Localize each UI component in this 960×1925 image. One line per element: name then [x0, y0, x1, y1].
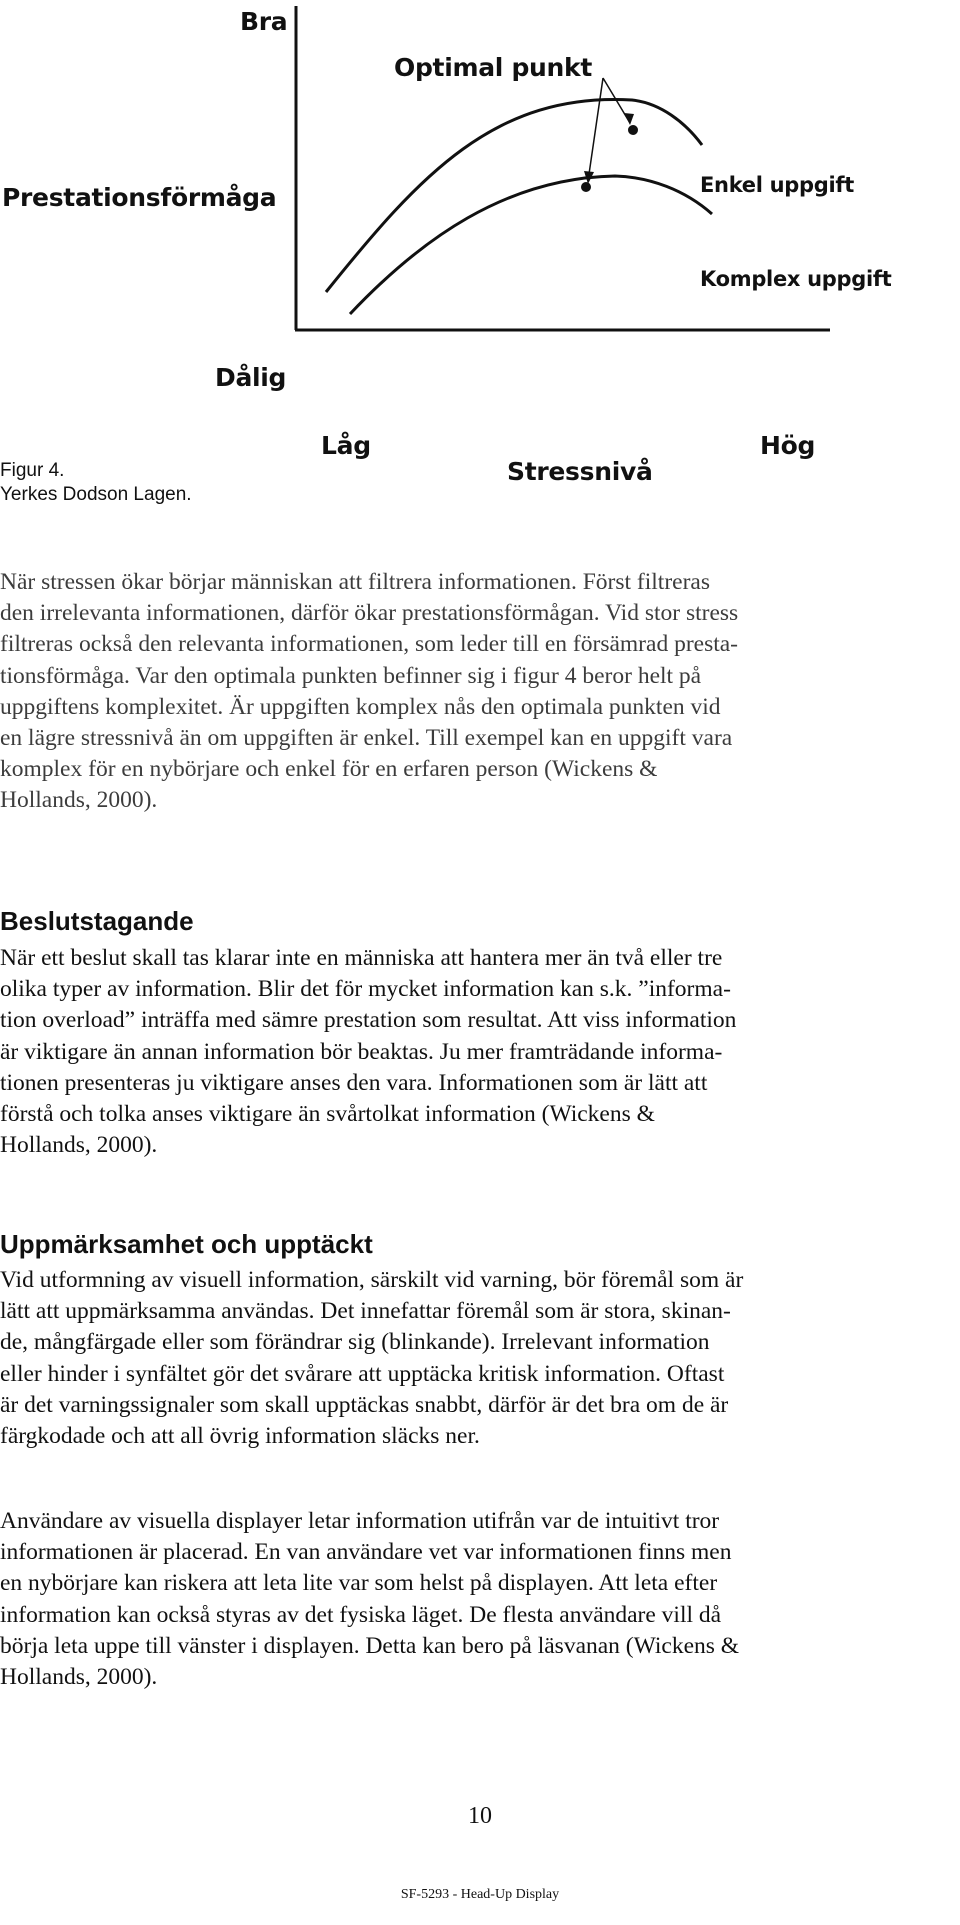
complex-task-curve [350, 176, 712, 314]
x-axis-title: Stressnivå [507, 457, 653, 486]
text-line: uppgiftens komplexitet. Är uppgiften komplex nås den optimala punkten vid [0, 693, 721, 720]
text-line: Vid utformning av visuell information, särskilt vid varning, bör föremål som är [0, 1267, 744, 1293]
text-line: Hollands, 2000). [0, 1664, 158, 1691]
page-number: 10 [468, 1803, 492, 1829]
text-line: färgkodade och att all övrig information släcks ner. [0, 1423, 480, 1450]
text-line: komplex för en nybörjare och enkel för en erfaren person (Wickens & [0, 756, 658, 783]
arrow-head-simple [624, 113, 634, 125]
text-line: de, mångfärgade eller som förändrar sig (blinkande). Irrelevant information [0, 1329, 710, 1356]
text-line: är viktigare än annan information bör beaktas. Ju mer framträdande informa- [0, 1038, 723, 1065]
text-line: en lägre stressnivå än om uppgiften är enkel. Till exempel kan en uppgift vara [0, 725, 733, 752]
section-attention [0, 1228, 954, 1260]
x-axis-left-label: Låg [321, 431, 371, 460]
text-line: tion overload” inträffa med sämre prestation som resultat. Att viss information [0, 1007, 737, 1034]
text-line: tionen presenteras ju viktigare anses den vara. Informationen som är lätt att [0, 1069, 708, 1096]
document-footer: SF-5293 - Head-Up Display [400, 1887, 560, 1902]
text-line: olika typer av information. Blir det för mycket information kan s.k. ”informa- [0, 976, 731, 1003]
paragraph-stress [0, 567, 954, 817]
arrow-to-complex [588, 78, 603, 181]
text-line: information kan också styras av det fysiska läget. De flesta användare vill då [0, 1601, 722, 1628]
y-axis-top-label: Bra [240, 7, 288, 36]
figure-caption [0, 459, 192, 507]
text-line: tionsförmåga. Var den optimala punkten befinner sig i figur 4 beror helt på [0, 662, 702, 689]
text-line: börja leta uppe till vänster i displayen. Detta kan bero på läsvanan (Wickens & [0, 1632, 740, 1659]
caption-figure-title: Yerkes Dodson Lagen. [0, 484, 192, 505]
text-line: en nybörjare kan riskera att leta lite var som helst på displayen. Att leta efter [0, 1570, 718, 1597]
simple-task-label: Enkel uppgift [700, 173, 854, 197]
text-line: är det varningssignaler som skall upptäckas snabbt, därför är det bra om de är [0, 1391, 729, 1418]
text-line: informationen är placerad. En van användare vet var informationen finns men [0, 1539, 732, 1566]
complex-task-label: Komplex uppgift [700, 267, 892, 291]
text-line: förstå och tolka anses viktigare än svårtolkat information (Wickens & [0, 1101, 655, 1128]
text-line: den irrelevanta informationen, därför ökar prestationsförmågan. Vid stor stress [0, 600, 739, 627]
y-axis-bottom-label: Dålig [215, 363, 287, 392]
y-axis-title: Prestationsförmåga [2, 183, 277, 212]
text-line: eller hinder i synfältet gör det svårare att upptäcka kritisk information. Oftast [0, 1360, 725, 1387]
text-line: Hollands, 2000). [0, 1132, 158, 1159]
optimal-point-complex [581, 182, 591, 192]
section-decision [0, 905, 954, 937]
x-axis-right-label: Hög [760, 431, 816, 460]
caption-figure-number: Figur 4. [0, 460, 65, 481]
paragraph-attention [0, 1265, 954, 1452]
text-line: Hollands, 2000). [0, 787, 158, 814]
heading-attention-detection: Uppmärksamhet och upptäckt [0, 1229, 373, 1259]
text-line: När ett beslut skall tas klarar inte en människa att hantera mer än två eller tre [0, 945, 723, 971]
text-line: När stressen ökar börjar människan att filtrera informationen. Först filtreras [0, 569, 710, 595]
text-line: filtreras också den relevanta informationen, som leder till en försämrad presta- [0, 631, 739, 658]
optimal-point-simple [628, 125, 638, 135]
optimal-point-label: Optimal punkt [394, 53, 593, 82]
paragraph-decision [0, 943, 954, 1161]
text-line: Användare av visuella displayer letar information utifrån var de intuitivt tror [0, 1508, 720, 1534]
yerkes-dodson-figure [0, 0, 960, 500]
paragraph-displays [0, 1506, 954, 1693]
heading-decision-making: Beslutstagande [0, 906, 194, 936]
text-line: lätt att uppmärksamma användas. Det innefattar föremål som är stora, skinan- [0, 1298, 731, 1325]
